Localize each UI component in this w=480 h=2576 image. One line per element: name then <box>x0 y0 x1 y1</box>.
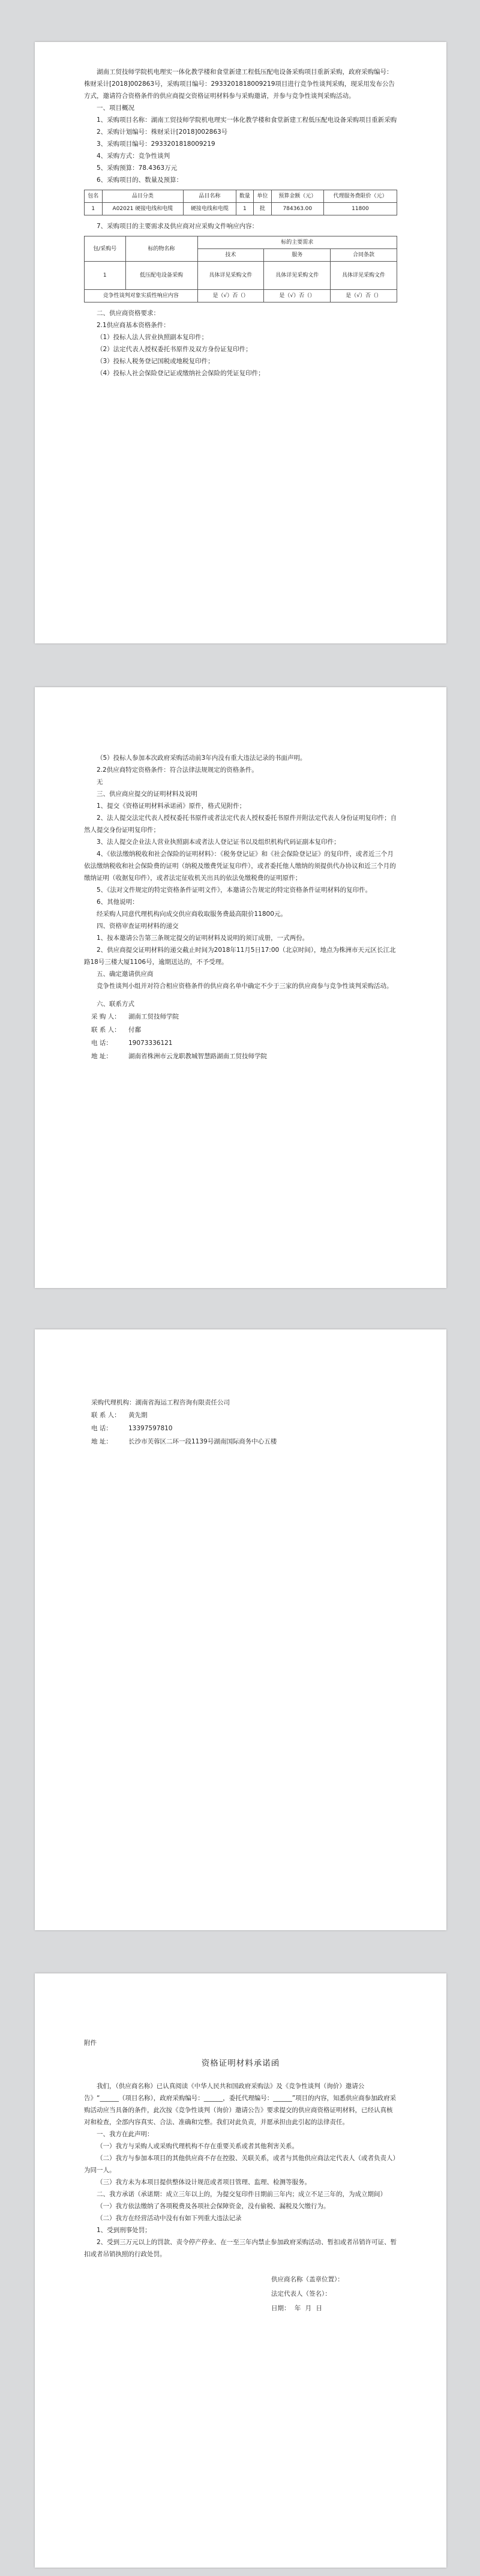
paragraph: 无 <box>97 778 103 786</box>
contact-label: 地 址： <box>91 1053 112 1060</box>
table-header-cell: 技术 <box>197 249 264 262</box>
table-cell: 是（√）否（） <box>331 290 397 302</box>
table-header-cell: 品目名称 <box>184 190 236 203</box>
table-header-cell: 单位 <box>254 190 272 203</box>
table-row <box>85 290 397 302</box>
paragraph: 二、我方承诺（承诺期：成立三年以上的，为提交复印件日期前三年内；成立不足三年的，为成立期间） <box>97 2191 386 2198</box>
paragraph: 6、其他说明： <box>97 898 139 906</box>
budget-table <box>84 190 397 215</box>
requirement-item: （1）投标人法人营业执照副本复印件； <box>97 334 208 341</box>
table-cell: 1 <box>85 262 126 290</box>
signature-representative: 法定代表人（签名）： <box>271 2290 331 2298</box>
contact-label: 电 话： <box>91 1040 112 1047</box>
contact-row <box>84 1422 397 1435</box>
contact-value: 湖南工贸技师学院 <box>128 1013 179 1020</box>
contact-value: 黄先期 <box>128 1412 148 1419</box>
table-header-cell: 包/采购号 <box>85 236 126 262</box>
project-item: 2、采购计划编号：株财采计[2018]002863号 <box>97 128 228 136</box>
contact-row <box>84 1409 397 1422</box>
paragraph: 1、按本邀请公告第三条规定提交的证明材料及说明的须订成册，一式两份。 <box>97 934 309 942</box>
paragraph: 2、法人提交法定代表人授权委托书原件或者法定代表人授权委托书原件并附法定代表人身份证明复印件；自然人提交身份证明复印件； <box>84 814 397 834</box>
project-item: 1、采购项目名称：湖南工贸技师学院机电理实一体化教学楼和食堂新建工程低压配电设备采购项目重新采购 <box>97 116 397 124</box>
contact-value: 付鄱 <box>128 1026 141 1034</box>
subsection-heading: 2.1供应商基本资格条件： <box>97 322 170 329</box>
contact-label: 联 系 人： <box>91 1026 121 1034</box>
table-header-cell: 标的物名称 <box>125 236 197 262</box>
document-page-3 <box>35 1329 446 1930</box>
contact-row <box>84 1037 397 1050</box>
attachment-title: 资格证明材料承诺函 <box>201 2059 280 2068</box>
table-header-cell: 合同条款 <box>331 249 397 262</box>
project-item: 5、采购预算：78.4363万元 <box>97 164 178 172</box>
paragraph: （二）我方与参加本项目的其他供应商不存在控股、关联关系，或者与其他供应商法定代表人（或者负责人）为同一人。 <box>84 2155 396 2174</box>
requirement-item: （3）投标人税务登记国税或地税复印件； <box>97 358 214 365</box>
table-cell: 是（√）否（） <box>197 290 264 302</box>
table-cell: 具体详见采购文件 <box>197 262 264 290</box>
contact-value: 13397597810 <box>128 1425 173 1432</box>
table-header-row <box>85 236 397 249</box>
paragraph: 一、我方在此声明： <box>97 2131 154 2138</box>
contact-label: 联 系 人： <box>91 1412 121 1419</box>
table-cell: 低压配电设备采购 <box>125 262 197 290</box>
paragraph: 3、法人提交企业法人营业执照副本或者法人登记证书以及组织机构代码证副本复印件； <box>97 838 340 846</box>
paragraph: 5、《法对文件规定的特定资格条件证明文件》，本邀请公告规定的特定资格条件证明材料的复印件。 <box>97 886 372 894</box>
paragraph: （一）我方与采购人或采购代理机构不存在重要关系或者其他利害关系。 <box>97 2143 298 2150</box>
table-cell: 批 <box>254 203 272 215</box>
paragraph: 1、提交《资格证明材料承诺函》原件，格式见附件； <box>97 802 246 810</box>
table-cell: 是（√）否（） <box>264 290 331 302</box>
table-header-cell: 包名 <box>85 190 103 203</box>
paragraph: 经采购人同意代理机构向成交供应商收取服务费最高限价11800元。 <box>97 910 287 918</box>
contact-row <box>84 1023 397 1037</box>
table-row <box>85 203 397 215</box>
requirement-item: （4）投标人社会保险登记证或缴纳社会保险的凭证复印件； <box>97 370 265 377</box>
table-cell: 竞争性谈判对象实质性响应内容 <box>85 290 198 302</box>
signature-date: 日期： 年 月 日 <box>271 2305 323 2312</box>
paragraph: （5）投标人参加本次政府采购活动前3年内没有重大违法记录的书面声明。 <box>97 754 307 762</box>
project-item: 7、采购项目的主要需求及供应商对应采购文件响应内容： <box>97 223 259 230</box>
table-header-cell: 服务 <box>264 249 331 262</box>
contact-row <box>84 1050 397 1063</box>
signature-supplier: 供应商名称（盖章位置）： <box>271 2276 344 2283</box>
table-header-cell: 品目分类 <box>102 190 184 203</box>
table-cell: 1 <box>236 203 254 215</box>
intro-paragraph: 湖南工贸技师学院机电理实一体化教学楼和食堂新建工程低压配电设备采购项目重新采购，政府采购编号：株财采计[2018]002863号，采购项目编号：2933201818009219项目进行竞争性谈判采购，现采用发布公告方式，邀请符合资格条件的供应商提交资格证明材料参与采购邀请，并参与竞争性谈判采购活动。 <box>84 68 395 100</box>
table-header-cell: 数量 <box>236 190 254 203</box>
paragraph: 2、供应商提交证明材料的递交截止时间为2018年11月5日17:00（北京时间），地点为株洲市天元区长江北路18号三楼大厦1106号，逾期送达的，不予受理。 <box>84 946 396 966</box>
paragraph: 2.2供应商特定资格条件：符合法律法规规定的资格条件。 <box>97 766 258 774</box>
section-heading-3: 三、供应商应提交的证明材料及说明 <box>97 790 197 798</box>
document-page-2 <box>35 687 446 1288</box>
document-page-4 <box>35 1973 446 2568</box>
section-heading-2: 二、供应商资格要求： <box>97 310 160 317</box>
paragraph: 我们，（供应商名称）已认真阅读《中华人民共和国政府采购法》及《竞争性谈判（询价）邀请公告》“______（项目名称），政府采购编号：______，委托代理编号：______”项目的内容，知悉供应商参加政府采购活动应当具备的条件，此次按《竞争性谈判（询价）邀请公告》要求提交的供应商资格证明材料，已经认真核对和检查，全部内容真实、合法、准确和完整。我们对此负责，并愿承担由此引起的法律责任。 <box>84 2083 397 2126</box>
project-item: 3、采购项目编号：2933201818009219 <box>97 140 215 148</box>
table-cell: 1 <box>85 203 103 215</box>
contact-label: 地 址： <box>91 1438 112 1445</box>
section-heading-6: 六、联系方式 <box>97 1001 134 1008</box>
requirements-table <box>84 236 397 302</box>
project-item: 6、采购项目的、数量及预算： <box>97 176 183 184</box>
project-item: 4、采购方式：竞争性谈判 <box>97 152 170 160</box>
requirement-item: （2）法定代表人授权委托书原件及双方身份证复印件； <box>97 346 252 353</box>
section-heading-1: 一、项目概况 <box>97 104 134 112</box>
contact-value: 长沙市芙蓉区二环一段1139号湖南国际商务中心五楼 <box>128 1438 277 1445</box>
paragraph: 竞争性谈判小组并对符合相应资格条件的供应商名单中确定不少于三家的供应商参与竞争性谈判采购活动。 <box>97 983 393 990</box>
table-cell: A02021 硬接电线和电缆 <box>102 203 184 215</box>
contact-value: 19073336121 <box>128 1040 173 1047</box>
table-header-cell: 标的主要需求 <box>197 236 397 249</box>
paragraph: 4、《依法缴纳税收和社会保险的证明材料》：《税务登记证》和《社会保险登记证》的复印件，或者近三个月依法缴纳税收和社会保险费的证明（纳税及缴费凭证复印件），或者委托他人缴纳的须提供代办协议和近三个月的缴纳证明（收据复印件），或者法定征收机关出具的依法免缴税费的证明原件； <box>84 850 396 882</box>
paragraph: 2、受到三万元以上的罚款、责令停产停业、在一至三年内禁止参加政府采购活动、暂扣或者吊销许可证、暂扣或者吊销执照的行政处罚。 <box>84 2239 397 2258</box>
table-cell: 具体详见采购文件 <box>264 262 331 290</box>
document-page-1 <box>35 42 446 643</box>
section-heading-5: 五、确定邀请供应商 <box>97 971 154 978</box>
table-cell: 784363.00 <box>271 203 323 215</box>
contact-label: 采 购 人： <box>91 1013 121 1020</box>
agent-line: 采购代理机构：湖南省海运工程咨询有限责任公司 <box>91 1399 230 1406</box>
table-cell: 硬接电线和电缆 <box>184 203 236 215</box>
contact-value: 湖南省株洲市云龙职教城智慧路湖南工贸技师学院 <box>128 1053 267 1060</box>
contact-row <box>84 1010 397 1023</box>
table-header-row <box>85 190 397 203</box>
table-header-cell: 预算金额（元） <box>271 190 323 203</box>
contact-row <box>84 1435 397 1448</box>
table-header-cell: 代理服务费限价（元） <box>323 190 397 203</box>
attachment-label: 附件 <box>84 2039 97 2047</box>
paragraph: （二）我方在经营活动中没有有如下列重大违法记录 <box>97 2215 242 2222</box>
paragraph: 1、受到刑事处罚； <box>97 2227 151 2234</box>
paragraph: （三）我方未为本项目提供整体设计规范或者项目管理、监理、检测等服务。 <box>97 2179 311 2186</box>
contact-label: 电 话： <box>91 1425 112 1432</box>
paragraph: （一）我方依法缴纳了各项税费及各项社会保障资金，没有偷税、漏税及欠缴行为。 <box>97 2203 330 2210</box>
table-cell: 具体详见采购文件 <box>331 262 397 290</box>
table-row <box>85 262 397 290</box>
section-heading-4: 四、资格审查证明材料的递交 <box>97 922 179 930</box>
table-cell: 11800 <box>323 203 397 215</box>
